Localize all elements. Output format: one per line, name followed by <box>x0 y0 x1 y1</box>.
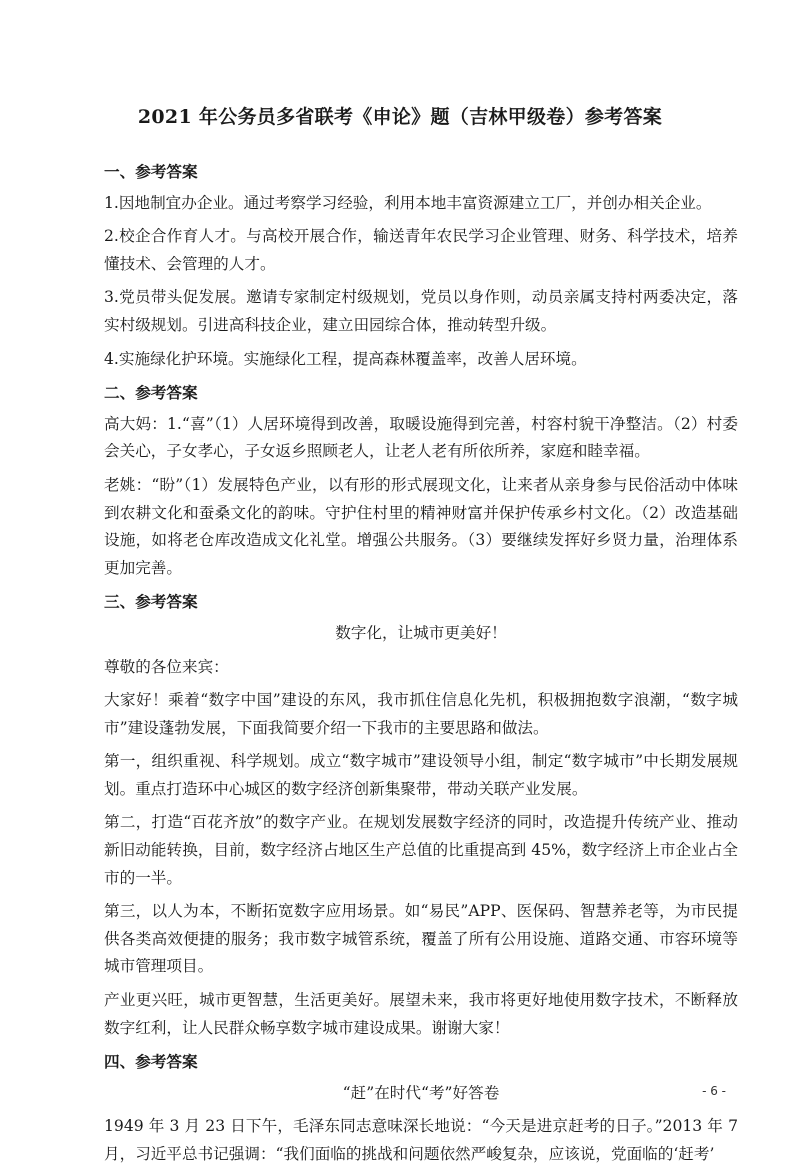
answer-item: 1.因地制宜办企业。通过考察学习经验，利用本地丰富资源建立工厂，并创办相关企业。 <box>104 193 712 212</box>
answer-item: 老姚：“盼”（1）发展特色产业，以有形的形式展现文化，让来者从亲身参与民俗活动中体味到农耕文化和蚕桑文化的韵味。守护住村里的精神财富并保护传承乡村文化。（2）改造基础设施，如将老仓库改造成文化礼堂。增强公共服务。（3）要继续发挥好乡贤力量，治理体系更加完善。 <box>104 475 738 577</box>
answer-item: 2.校企合作育人才。与高校开展合作，输送青年农民学习企业管理、财务、科学技术，培养懂技术、会管理的人才。 <box>104 227 738 273</box>
speech-title: 数字化，让城市更美好！ <box>335 623 507 642</box>
answer-item: 高大妈：1.“喜”（1）人居环境得到改善，取暖设施得到完善，村容村貌干净整洁。（2）村委会关心，子女孝心，子女返乡照顾老人，让老人老有所依所养，家庭和睦幸福。 <box>104 414 738 461</box>
page-number: - 6 - <box>702 1084 726 1098</box>
speech-paragraph: 大家好！乘着“数字中国”建设的东风，我市抓住信息化先机，积极拥抱数字浪潮，“数字城市”建设蓬勃发展，下面我简要介绍一下我市的主要思路和做法。 <box>104 691 738 737</box>
section-heading-2: 二、参考答案 <box>104 383 198 403</box>
essay-paragraph: 1949 年 3 月 23 日下午，毛泽东同志意味深长地说：“今天是进京赶考的日子。”2013 年 7 月，习近平总书记强调：“我们面临的挑战和问题依然严峻复杂，应该说，党面临的‘赶考’ <box>104 1117 738 1163</box>
speech-paragraph: 第三，以人为本，不断拓宽数字应用场景。如“易民”APP、医保码、智慧养老等，为市民提供各类高效便捷的服务；我市数字城管系统，覆盖了所有公用设施、道路交通、市容环境等城市管理项目。 <box>104 902 738 976</box>
page-title: 2021 年公务员多省联考《申论》题（吉林甲级卷）参考答案 <box>137 106 663 128</box>
answer-item: 4.实施绿化护环境。实施绿化工程，提高森林覆盖率，改善人居环境。 <box>104 349 587 368</box>
section-heading-4: 四、参考答案 <box>104 1052 198 1072</box>
answer-item: 3.党员带头促发展。邀请专家制定村级规划，党员以身作则，动员亲属支持村两委决定，落实村级规划。引进高科技企业，建立田园综合体，推动转型升级。 <box>104 288 738 334</box>
section-heading-1: 一、参考答案 <box>104 162 198 181</box>
essay-title: “赶”在时代“考”好答卷 <box>342 1083 500 1102</box>
document-body <box>104 158 738 1175</box>
speech-paragraph: 产业更兴旺，城市更智慧，生活更美好。展望未来，我市将更好地使用数字技术，不断释放数字红利，让人民群众畅享数字城市建设成果。谢谢大家！ <box>104 991 738 1037</box>
speech-paragraph: 第一，组织重视、科学规划。成立“数字城市”建设领导小组，制定“数字城市”中长期发展规划。重点打造环中心城区的数字经济创新集聚带，带动关联产业发展。 <box>104 752 738 798</box>
speech-salutation: 尊敬的各位来宾： <box>104 657 229 676</box>
section-heading-3: 三、参考答案 <box>104 592 198 612</box>
speech-paragraph: 第二，打造“百花齐放”的数字产业。在规划发展数字经济的同时，改造提升传统产业、推动新旧动能转换，目前，数字经济占地区生产总值的比重提高到 45%，数字经济上市企业占全市的一半。 <box>104 813 738 887</box>
